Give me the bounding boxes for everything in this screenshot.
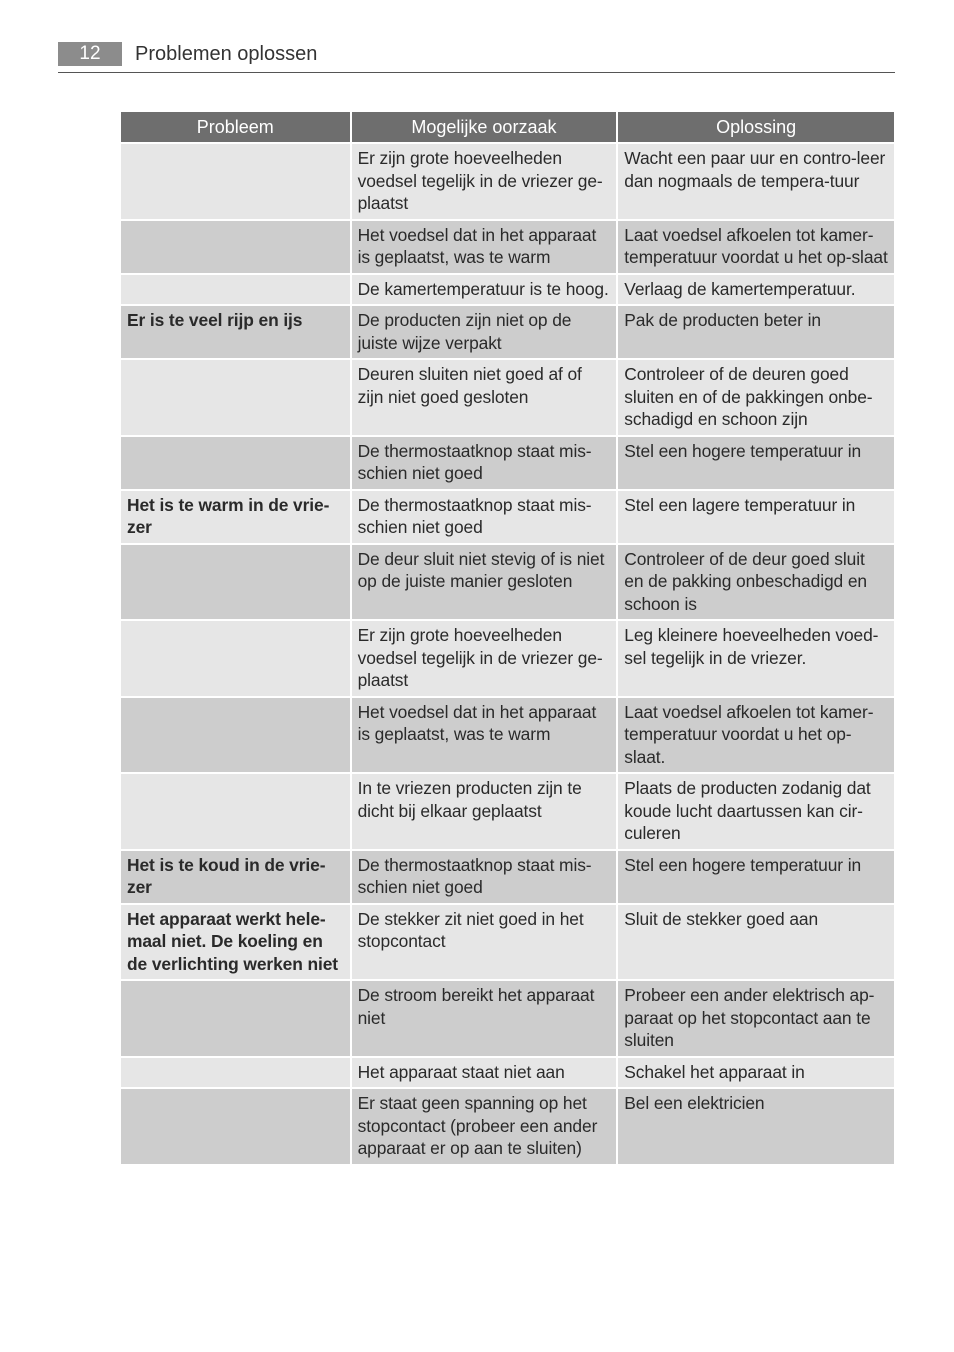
solution-cell: Controleer of de deuren goed sluiten en of de pakkingen onbe-schadigd en schoon zijn (618, 360, 894, 435)
table-row (121, 698, 894, 773)
solution-cell: Plaats de producten zodanig dat koude lucht daartussen kan cir-culeren (618, 774, 894, 849)
table-row (121, 851, 894, 903)
cause-cell: De thermostaatknop staat mis-schien niet goed (352, 491, 617, 543)
solution-cell: Bel een elektricien (618, 1089, 894, 1164)
cause-cell: Er zijn grote hoeveelheden voedsel tegelijk in de vriezer ge-plaatst (352, 621, 617, 696)
problem-cell (121, 1089, 350, 1164)
cause-cell: De thermostaatknop staat mis-schien niet goed (352, 437, 617, 489)
solution-cell: Leg kleinere hoeveelheden voed-sel tegelijk in de vriezer. (618, 621, 894, 696)
troubleshooting-table (119, 110, 896, 1166)
problem-cell: Het apparaat werkt hele-maal niet. De koeling en de verlichting werken niet (121, 905, 350, 980)
table-row (121, 774, 894, 849)
column-header-cause: Mogelijke oorzaak (352, 112, 617, 142)
cause-cell: Het voedsel dat in het apparaat is geplaatst, was te warm (352, 221, 617, 273)
table-body (121, 144, 894, 1164)
table-row (121, 360, 894, 435)
solution-cell: Schakel het apparaat in (618, 1058, 894, 1088)
problem-cell (121, 275, 350, 305)
cause-cell: De stroom bereikt het apparaat niet (352, 981, 617, 1056)
cause-cell: Er staat geen spanning op het stopcontact (probeer een ander apparaat er op aan te sluiten) (352, 1089, 617, 1164)
table-header-row (121, 112, 894, 142)
page-header (58, 40, 895, 73)
cause-cell: Het apparaat staat niet aan (352, 1058, 617, 1088)
table-row (121, 221, 894, 273)
problem-cell (121, 437, 350, 489)
solution-cell: Probeer een ander elektrisch ap-paraat op het stopcontact aan te sluiten (618, 981, 894, 1056)
table-row (121, 144, 894, 219)
column-header-problem: Probleem (121, 112, 350, 142)
solution-cell: Controleer of de deur goed sluit en de pakking onbeschadigd en schoon is (618, 545, 894, 620)
column-header-solution: Oplossing (618, 112, 894, 142)
problem-cell (121, 144, 350, 219)
cause-cell: Er zijn grote hoeveelheden voedsel tegelijk in de vriezer ge-plaatst (352, 144, 617, 219)
problem-cell (121, 621, 350, 696)
cause-cell: In te vriezen producten zijn te dicht bij elkaar geplaatst (352, 774, 617, 849)
page-number: 12 (58, 42, 122, 66)
problem-cell: Het is te koud in de vrie-zer (121, 851, 350, 903)
solution-cell: Stel een hogere temperatuur in (618, 437, 894, 489)
table-row (121, 905, 894, 980)
problem-cell (121, 981, 350, 1056)
problem-cell (121, 1058, 350, 1088)
solution-cell: Laat voedsel afkoelen tot kamer-temperatuur voordat u het op-slaat (618, 221, 894, 273)
problem-cell: Het is te warm in de vrie-zer (121, 491, 350, 543)
cause-cell: De stekker zit niet goed in het stopcontact (352, 905, 617, 980)
solution-cell: Laat voedsel afkoelen tot kamer-temperatuur voordat u het op-slaat. (618, 698, 894, 773)
solution-cell: Sluit de stekker goed aan (618, 905, 894, 980)
table-row (121, 306, 894, 358)
solution-cell: Verlaag de kamertemperatuur. (618, 275, 894, 305)
cause-cell: De thermostaatknop staat mis-schien niet goed (352, 851, 617, 903)
solution-cell: Stel een hogere temperatuur in (618, 851, 894, 903)
cause-cell: De producten zijn niet op de juiste wijze verpakt (352, 306, 617, 358)
troubleshooting-table-container (121, 112, 894, 1166)
table-row (121, 437, 894, 489)
cause-cell: De kamertemperatuur is te hoog. (352, 275, 617, 305)
table-row (121, 275, 894, 305)
cause-cell: Deuren sluiten niet goed af of zijn niet goed gesloten (352, 360, 617, 435)
problem-cell (121, 774, 350, 849)
problem-cell (121, 221, 350, 273)
table-row (121, 1089, 894, 1164)
solution-cell: Wacht een paar uur en contro-leer dan nogmaals de tempera-tuur (618, 144, 894, 219)
cause-cell: Het voedsel dat in het apparaat is geplaatst, was te warm (352, 698, 617, 773)
problem-cell (121, 698, 350, 773)
solution-cell: Pak de producten beter in (618, 306, 894, 358)
table-row (121, 621, 894, 696)
page-title: Problemen oplossen (135, 43, 318, 65)
cause-cell: De deur sluit niet stevig of is niet op de juiste manier gesloten (352, 545, 617, 620)
solution-cell: Stel een lagere temperatuur in (618, 491, 894, 543)
table-row (121, 545, 894, 620)
table-row (121, 491, 894, 543)
table-row (121, 1058, 894, 1088)
problem-cell (121, 360, 350, 435)
problem-cell: Er is te veel rijp en ijs (121, 306, 350, 358)
problem-cell (121, 545, 350, 620)
table-row (121, 981, 894, 1056)
